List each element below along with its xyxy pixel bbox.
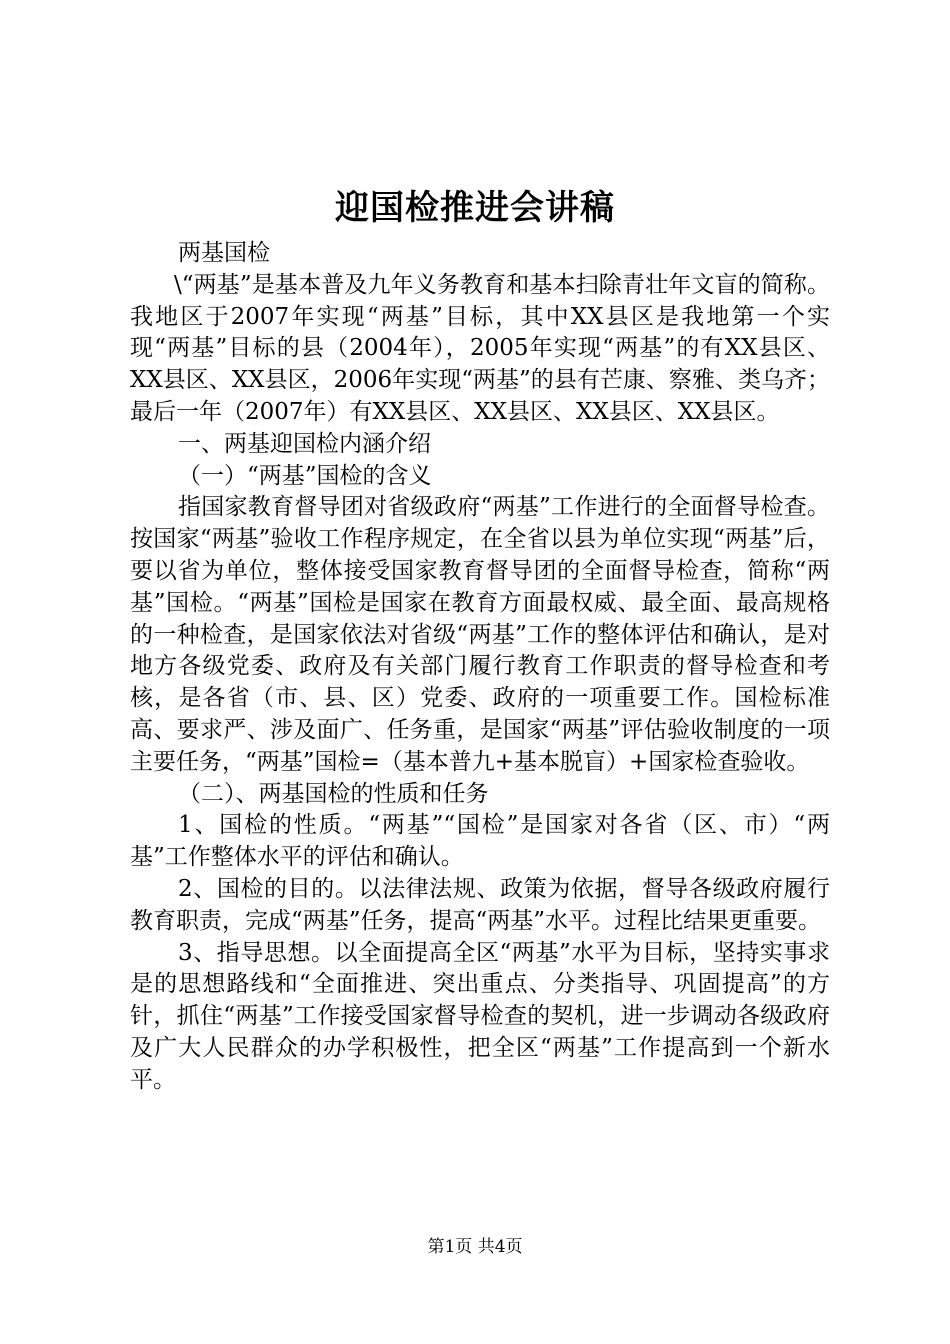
document-body — [130, 238, 830, 1097]
paragraph-guiding-thought: 3、指导思想。以全面提高全区“两基”水平为目标，坚持实事求是的思想路线和“全面推进、突出重点、分类指导、巩固提高”的方针，抓住“两基”工作接受国家督导检查的契机，进一步调动各级政府及广大人民群众的办学积极性，把全区“两基”工作提高到一个新水平。 — [130, 939, 830, 1093]
section-heading-1: 一、两基迎国检内涵介绍 — [178, 430, 431, 457]
paragraph-purpose: 2、国检的目的。以法律法规、政策为依据，督导各级政府履行教育职责，完成“两基”任务，提高“两基”水平。过程比结果更重要。 — [130, 875, 830, 934]
document-title: 迎国检推进会讲稿 — [335, 188, 615, 228]
paragraph-intro: \“两基”是基本普及九年义务教育和基本扫除青壮年文盲的简称。我地区于2007年实现“两基”目标，其中XX县区是我地第一个实现“两基”目标的县（2004年），2005年实现“两基”的有XX县区、XX县区、XX县区，2006年实现“两基”的县有芒康、察雅、类乌齐；最后一年（2007年）有XX县区、XX县区、XX县区、XX县区。 — [130, 271, 830, 425]
paragraph-topic: 两基国检 — [178, 240, 270, 266]
paragraph-nature: 1、国检的性质。“两基”“国检”是国家对各省（区、市）“两基”工作整体水平的评估和确认。 — [130, 812, 830, 871]
subsection-heading-1: （一）“两基”国检的含义 — [178, 462, 432, 489]
page-number: 第1页 共4页 — [427, 1237, 523, 1257]
subsection-heading-2: （二）、两基国检的性质和任务 — [178, 780, 489, 807]
paragraph-definition: 指国家教育督导团对省级政府“两基”工作进行的全面督导检查。按国家“两基”验收工作程序规定，在全省以县为单位实现“两基”后，要以省为单位，整体接受国家教育督导团的全面督导检查，简称“两基”国检。“两基”国检是国家在教育方面最权威、最全面、最高规格的一种检查，是国家依法对省级“两基”工作的整体评估和确认，是对地方各级党委、政府及有关部门履行教育工作职责的督导检查和考核，是各省（市、县、区）党委、政府的一项重要工作。国检标准高、要求严、涉及面广、任务重，是国家“两基”评估验收制度的一项主要任务，“两基”国检=（基本普九+基本脱盲）+国家检查验收。 — [130, 494, 830, 775]
